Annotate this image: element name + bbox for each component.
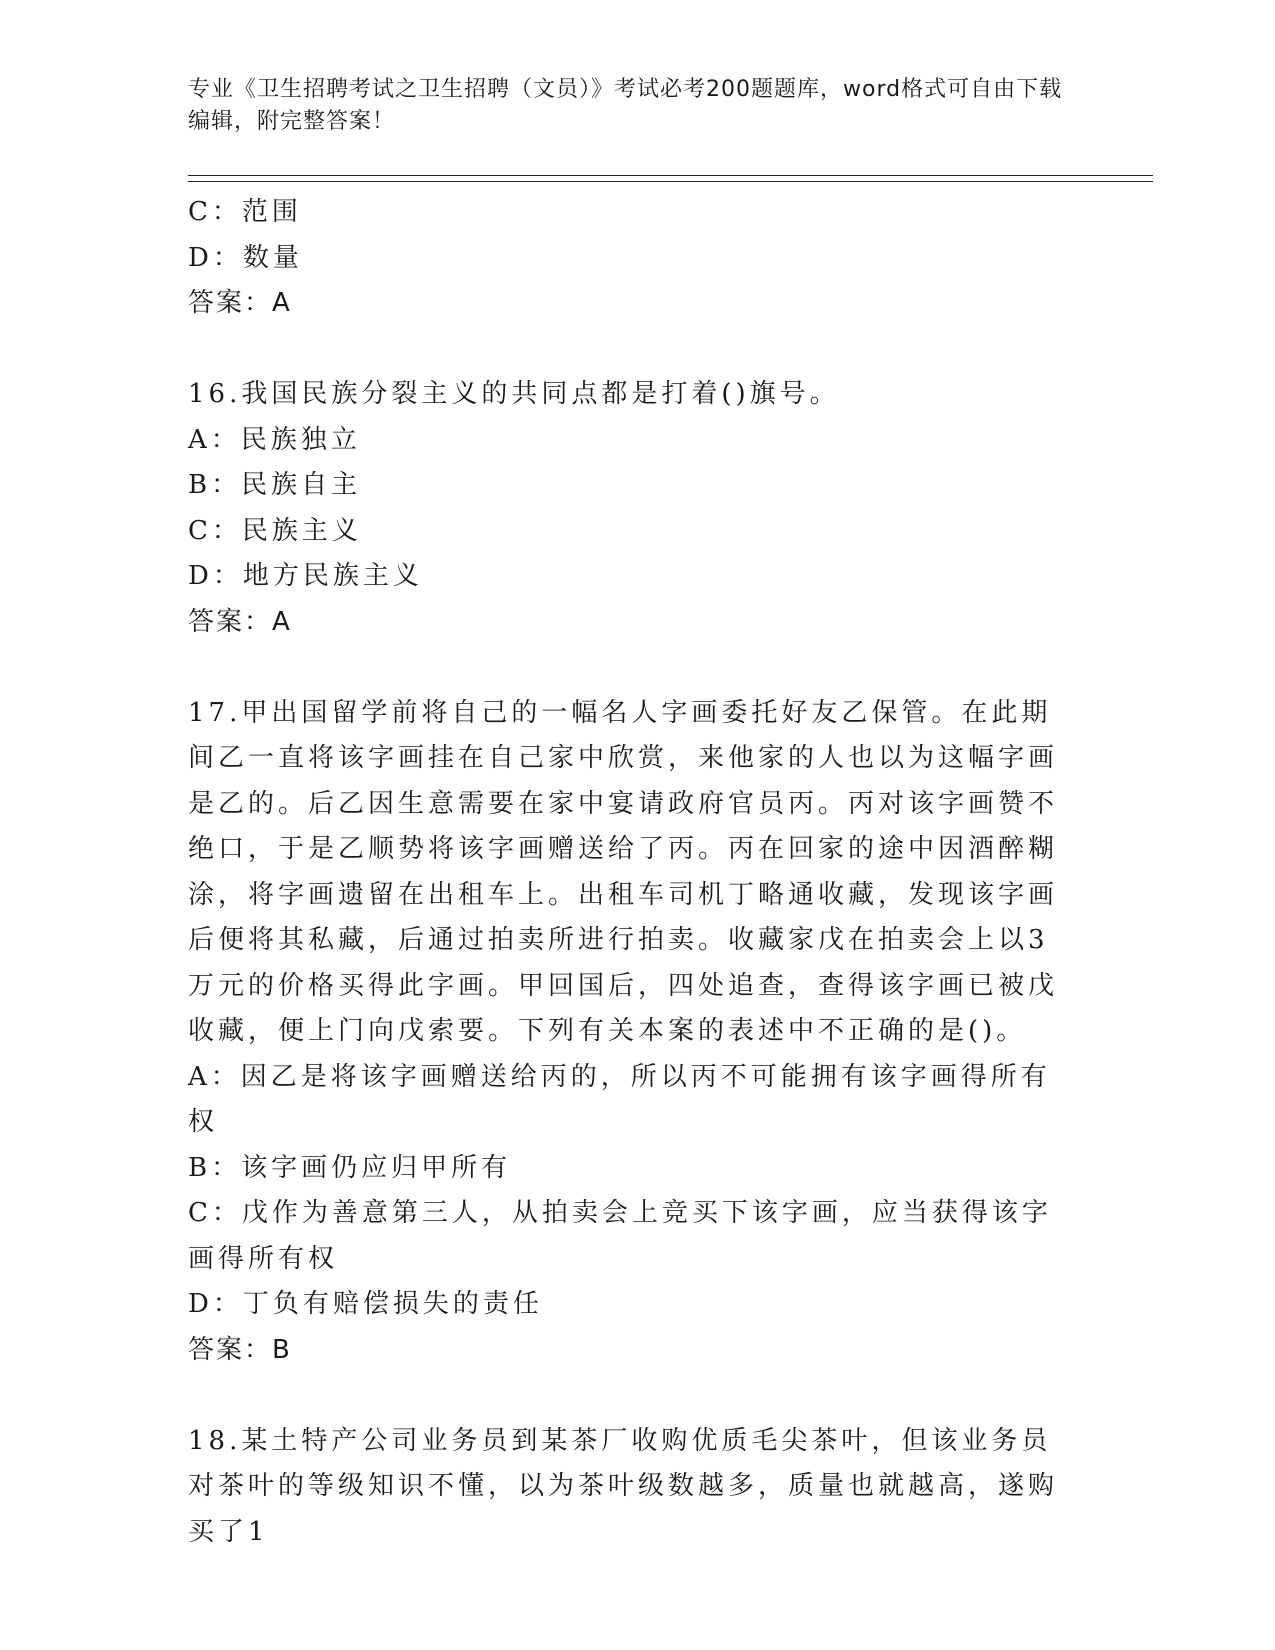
answer: 答案：A — [188, 288, 292, 318]
option-c: C：戊作为善意第三人，从拍卖会上竞买下该字画，应当获得该字画得所有权 — [188, 1198, 1052, 1274]
spacer — [188, 1373, 1073, 1419]
question-list — [188, 190, 1073, 1555]
question-15 — [188, 190, 1073, 327]
header-divider-top — [188, 175, 1153, 176]
question-17 — [188, 691, 1073, 1374]
answer: 答案：A — [188, 606, 292, 637]
header-divider-bottom — [188, 181, 1153, 182]
option-d: D：数量 — [188, 242, 303, 273]
question-stem: 18.某土特产公司业务员到某茶厂收购优质毛尖茶叶，但该业务员对茶叶的等级知识不懂，以为茶叶级数越多，质量也就越高，遂购买了1 — [188, 1425, 1059, 1547]
option-a: A：民族独立 — [188, 424, 361, 455]
option-c: C：范围 — [188, 197, 302, 227]
header-title: 专业《卫生招聘考试之卫生招聘（文员）》考试必考200题题库，word格式可自由下载编辑，附完整答案！ — [188, 77, 1063, 134]
answer: 答案：B — [188, 1334, 292, 1365]
option-d: D：丁负有赔偿损失的责任 — [188, 1289, 543, 1319]
spacer — [188, 327, 1073, 373]
question-stem: 17.甲出国留学前将自己的一幅名人字画委托好友乙保管。在此期间乙一直将该字画挂在自己家中欣赏，来他家的人也以为这幅字画是乙的。后乙因生意需要在家中宴请政府官员丙。丙对该字画赞不绝口，于是乙顺势将该字画赠送给了丙。丙在回家的途中因酒醉糊涂，将字画遗留在出租车上。出租车司机丁略通收藏，发现该字画后便将其私藏，后通过拍卖所进行拍卖。收藏家戊在拍卖会上以3万元的价格买得此字画。甲回国后，四处追查，查得该字画已被戊收藏，便上门向戊索要。下列有关本案的表述中不正确的是()。 — [188, 697, 1059, 1046]
question-stem: 16.我国民族分裂主义的共同点都是打着()旗号。 — [188, 379, 840, 409]
document-header — [188, 74, 1068, 138]
question-18 — [188, 1419, 1073, 1556]
spacer — [188, 645, 1073, 691]
option-a: A：因乙是将该字画赠送给丙的，所以丙不可能拥有该字画得所有权 — [188, 1061, 1051, 1137]
question-16 — [188, 372, 1073, 645]
option-d: D：地方民族主义 — [188, 561, 423, 591]
option-b: B：民族自主 — [188, 470, 362, 500]
option-c: C：民族主义 — [188, 515, 362, 546]
option-b: B：该字画仍应归甲所有 — [188, 1152, 512, 1183]
